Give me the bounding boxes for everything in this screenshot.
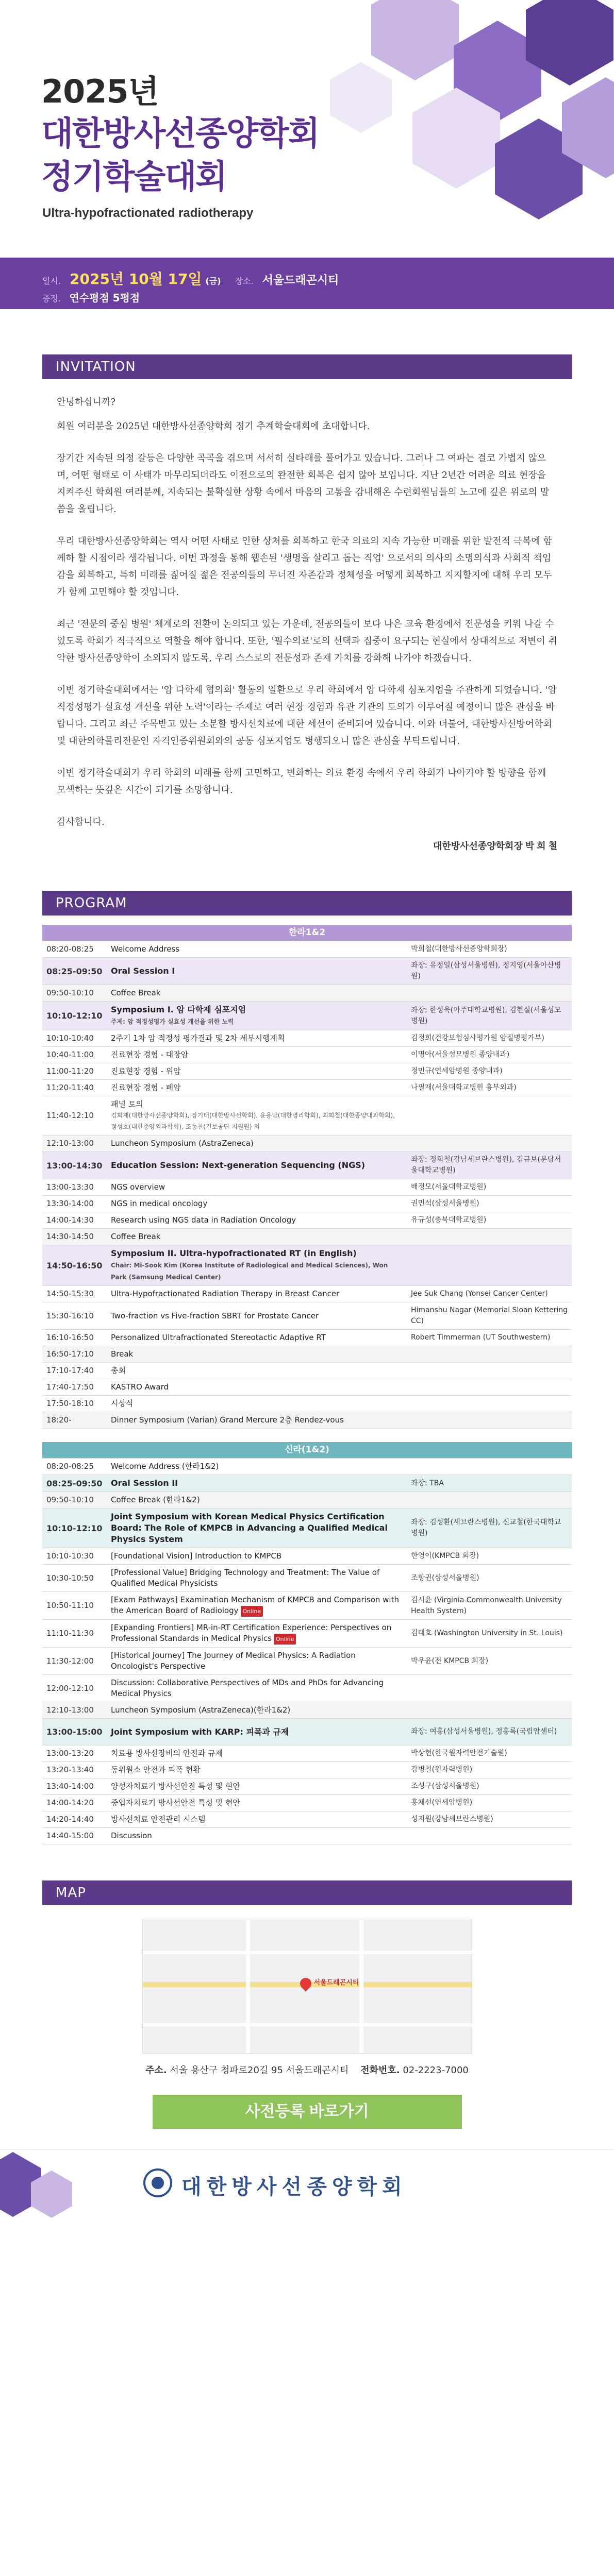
session-title bbox=[107, 1330, 407, 1346]
session-title bbox=[107, 1080, 407, 1096]
session-speaker bbox=[407, 1346, 572, 1363]
session-title-text: Education Session: Next-generation Sequencing (NGS) bbox=[111, 1160, 366, 1170]
program-row bbox=[42, 1047, 572, 1063]
session-time: 14:30-14:50 bbox=[42, 1229, 107, 1245]
session-title-text: Ultra-Hypofractionated Radiation Therapy in Breast Cancer bbox=[111, 1289, 340, 1298]
credit-row bbox=[42, 290, 140, 304]
session-speaker bbox=[407, 1828, 572, 1844]
session-title-text: Personalized Ultrafractionated Stereotactic Adaptive RT bbox=[111, 1333, 326, 1342]
session-title-text: [Expanding Frontiers] MR-in-RT Certification Experience: Perspectives on Professional Standards in Medical Physics bbox=[111, 1623, 392, 1643]
program-row bbox=[42, 1745, 572, 1762]
invitation-paragraph: 장기간 지속된 의정 갈등은 다양한 곡곡을 겪으며 서서히 실타래를 풀어가고 있습니다. 그러나 그 여파는 결코 가볍지 않으며, 어떤 형태로 이 사태가 마무리되더라도 이전으로의 완전한 회복은 쉽지 않아 보입니다. 지난 2년간 어려운 의료 현장을 지켜주신 학회원 여러분께, 지속되는 불확실한 상황 속에서 마음의 고통을 감내해온 수련회원님들의 노고에 깊은 위로의 말씀을 올립니다. bbox=[57, 453, 550, 515]
session-title-text: 치료용 방사선장비의 안전과 규제 bbox=[111, 1749, 223, 1758]
date-venue-row bbox=[42, 268, 339, 289]
session-title bbox=[107, 1592, 407, 1620]
program-section bbox=[0, 891, 614, 1844]
program-row bbox=[42, 1063, 572, 1080]
program-row bbox=[42, 1592, 572, 1620]
session-title-text: NGS in medical oncology bbox=[111, 1199, 208, 1208]
invitation-paragraph: 최근 '전문의 중심 병원' 체계로의 전환이 논의되고 있는 가운데, 전공의들이 보다 나은 교육 환경에서 전문성을 키워 나갈 수 있도록 학회가 적극적으로 역할을 해야 합니다. 또한, '필수의료'로의 선택과 집중이 요구되는 현실에서 상대적으로 저변이 취약한 방사선종양학이 소외되지 않도록, 우리 스스로의 전문성과 존재 가치를 강화해 나가야 하겠습니다. bbox=[57, 619, 557, 664]
session-time: 14:20-14:40 bbox=[42, 1811, 107, 1828]
session-title bbox=[107, 1475, 407, 1492]
session-title bbox=[107, 1379, 407, 1396]
session-title-text: 2주기 1차 암 적정성 평가결과 및 2차 세부시행계획 bbox=[111, 1033, 285, 1043]
program-row bbox=[42, 1509, 572, 1548]
session-time: 16:50-17:10 bbox=[42, 1346, 107, 1363]
session-title-text: Dinner Symposium (Varian) Grand Mercure 2층 Rendez-vous bbox=[111, 1415, 344, 1425]
event-subtitle: Ultra-hypofractionated radiotherapy bbox=[42, 206, 254, 220]
event-title-line1: 대한방사선종양학회 bbox=[41, 115, 319, 153]
address-line bbox=[42, 2063, 572, 2076]
event-day: (금) bbox=[205, 276, 221, 286]
session-speaker: 한영이(KMPCB 회장) bbox=[407, 1548, 572, 1565]
hero-header bbox=[0, 0, 614, 258]
session-time: 09:50-10:10 bbox=[42, 985, 107, 1002]
invitation-paragraph: 이번 정기학술대회가 우리 학회의 미래를 함께 고민하고, 변화하는 의료 환경 속에서 우리 학회가 나아가야 할 방향을 함께 모색하는 뜻깊은 시간이 되기를 소망합니다. bbox=[57, 768, 546, 795]
society-logo-icon bbox=[143, 2168, 172, 2197]
program-row bbox=[42, 1212, 572, 1229]
session-title bbox=[107, 1778, 407, 1795]
address-value: 서울 용산구 청파로20길 95 서울드래곤시티 bbox=[170, 2065, 349, 2076]
session-title bbox=[107, 1795, 407, 1811]
session-time: 08:25-09:50 bbox=[42, 1475, 107, 1492]
credit-value: 연수평점 5평점 bbox=[69, 292, 140, 304]
session-title-text: NGS overview bbox=[111, 1182, 165, 1192]
session-speaker: 성지원(강남세브란스병원) bbox=[407, 1811, 572, 1828]
session-title-text: 패널 토의 김희재(대한방사선종양학회), 장기태(대한방사선학회), 윤용남(대한병리학회), 최희철(대한종양내과학회), 정성호(대한종양외과학회), 조동찬(건보공단 지원원) 외 bbox=[111, 1099, 395, 1130]
session-title bbox=[107, 1286, 407, 1302]
session-speaker bbox=[407, 985, 572, 1002]
session-title-text: Discussion: Collaborative Perspectives of MDs and PhDs for Advancing Medical Physics bbox=[111, 1678, 384, 1698]
program-row bbox=[42, 1379, 572, 1396]
program-row bbox=[42, 1002, 572, 1030]
session-title bbox=[107, 1648, 407, 1675]
session-title bbox=[107, 1152, 407, 1179]
session-speaker: 권민석(삼성서울병원) bbox=[407, 1196, 572, 1212]
map-road bbox=[143, 1951, 472, 1954]
session-time: 15:30-16:10 bbox=[42, 1302, 107, 1330]
session-title-text: 총회 bbox=[111, 1366, 126, 1375]
session-title bbox=[107, 1828, 407, 1844]
map-pin-icon bbox=[297, 1975, 313, 1991]
program-row bbox=[42, 1179, 572, 1196]
map-heading: MAP bbox=[42, 1880, 572, 1905]
session-title bbox=[107, 1412, 407, 1429]
session-speaker bbox=[407, 1096, 572, 1136]
session-title-text: Symposium I. 암 다학제 심포지엄 주제: 암 적정성평가 실효성 개선을 위한 노력 bbox=[111, 1005, 246, 1025]
session-title bbox=[107, 1620, 407, 1648]
session-time: 14:50-15:30 bbox=[42, 1286, 107, 1302]
session-speaker: 이명아(서울성모병원 종양내과) bbox=[407, 1047, 572, 1063]
program-row bbox=[42, 1475, 572, 1492]
session-time: 12:00-12:10 bbox=[42, 1675, 107, 1702]
session-title bbox=[107, 1675, 407, 1702]
hex-decoration bbox=[330, 62, 392, 133]
session-title bbox=[107, 1063, 407, 1080]
online-badge: Online bbox=[241, 1606, 263, 1617]
session-time: 11:20-11:40 bbox=[42, 1080, 107, 1096]
program-row bbox=[42, 1762, 572, 1778]
session-title-text: Luncheon Symposium (AstraZeneca) bbox=[111, 1139, 254, 1148]
online-badge: Online bbox=[274, 1634, 296, 1645]
session-speaker: 좌장: 정희철(강남세브란스병원), 김규보(분당서울대학교병원) bbox=[407, 1152, 572, 1179]
program-row bbox=[42, 1620, 572, 1648]
program-table-day1 bbox=[42, 925, 572, 1429]
map-road bbox=[143, 2023, 472, 2026]
session-speaker: Himanshu Nagar (Memorial Sloan Kettering CC) bbox=[407, 1302, 572, 1330]
program-row bbox=[42, 1229, 572, 1245]
session-time: 14:40-15:00 bbox=[42, 1828, 107, 1844]
session-title-text: 동위원소 안전과 피폭 현황 bbox=[111, 1765, 201, 1774]
program-row bbox=[42, 1030, 572, 1047]
session-time: 14:00-14:20 bbox=[42, 1795, 107, 1811]
session-time: 13:00-15:00 bbox=[42, 1719, 107, 1745]
session-speaker: 나필재(서울대학교병원 흉부외과) bbox=[407, 1080, 572, 1096]
event-title-line2: 정기학술대회 bbox=[41, 158, 226, 196]
program-row bbox=[42, 1492, 572, 1509]
invitation-section bbox=[0, 354, 614, 855]
session-title-text: 진료현장 경험 - 폐암 bbox=[111, 1083, 181, 1092]
session-title-text: KASTRO Award bbox=[111, 1382, 169, 1392]
program-row bbox=[42, 1548, 572, 1565]
session-title-text: Joint Symposium with Korean Medical Physics Certification Board: The Role of KMPCB in Advancing a Qualified Medical Physics System bbox=[111, 1512, 388, 1544]
session-title bbox=[107, 1363, 407, 1379]
invitation-signature: 대한방사선종양학회장 박 희 철 bbox=[433, 841, 557, 851]
session-title bbox=[107, 1745, 407, 1762]
invitation-paragraph: 회원 여러분을 2025년 대한방사선종양학회 정기 추계학술대회에 초대합니다. bbox=[57, 421, 370, 432]
phone-label: 전화번호. bbox=[360, 2065, 400, 2076]
program-row bbox=[42, 1096, 572, 1136]
session-speaker: 박상현(한국원자력안전기술원) bbox=[407, 1745, 572, 1762]
session-title bbox=[107, 1030, 407, 1047]
session-time: 10:10-12:10 bbox=[42, 1509, 107, 1548]
session-time: 08:20-08:25 bbox=[42, 941, 107, 958]
session-time: 09:50-10:10 bbox=[42, 1492, 107, 1509]
session-speaker bbox=[407, 1492, 572, 1509]
session-title bbox=[107, 1509, 407, 1548]
invitation-greeting: 안녕하십니까? bbox=[57, 397, 115, 408]
session-title-text: 방사선치료 안전관리 시스템 bbox=[111, 1815, 206, 1824]
session-title bbox=[107, 1245, 407, 1286]
program-row bbox=[42, 1136, 572, 1152]
program-row bbox=[42, 958, 572, 985]
session-title bbox=[107, 1702, 407, 1719]
session-time: 11:40-12:10 bbox=[42, 1096, 107, 1136]
pre-registration-button[interactable]: 사전등록 바로가기 bbox=[153, 2095, 462, 2129]
session-speaker bbox=[407, 1379, 572, 1396]
session-title-text: Luncheon Symposium (AstraZeneca)(한라1&2) bbox=[111, 1705, 291, 1715]
session-speaker: 정민규(연세암병원 종양내과) bbox=[407, 1063, 572, 1080]
session-title bbox=[107, 1302, 407, 1330]
map-road bbox=[359, 1920, 363, 2054]
session-time: 08:25-09:50 bbox=[42, 958, 107, 985]
session-time: 10:50-11:10 bbox=[42, 1592, 107, 1620]
session-speaker: 좌장: 김성환(세브란스병원), 신교철(한국대학교병원) bbox=[407, 1509, 572, 1548]
session-title bbox=[107, 1136, 407, 1152]
session-time: 16:10-16:50 bbox=[42, 1330, 107, 1346]
session-title bbox=[107, 1196, 407, 1212]
event-venue: 서울드래곤시티 bbox=[262, 274, 339, 287]
invitation-paragraph: 우리 대한방사선종양학회는 역시 어떤 사태로 인한 상처를 회복하고 한국 의료의 지속 가능한 미래를 위한 발전적 극복에 함께하 할 시점이라 생각됩니다. 이번 과정을 통해 웹손된 '생명을 살리고 돕는 직업' 으로서의 의사의 소명의식과 사회적 책임감을 회복하고, 특히 미래를 짊어질 젊은 전공의들의 무너진 자존감과 정체성을 어떻게 회복하고 지지할지에 대해 우리 모두가 함께 고민해야 할 것입니다. bbox=[57, 536, 552, 598]
session-speaker: 좌장: 유정일(삼성서울병원), 정지영(서울아산병원) bbox=[407, 958, 572, 985]
session-time: 12:10-13:00 bbox=[42, 1702, 107, 1719]
session-title-text: Welcome Address (한라1&2) bbox=[111, 1462, 219, 1471]
session-time: 10:10-12:10 bbox=[42, 1002, 107, 1030]
session-time: 14:00-14:30 bbox=[42, 1212, 107, 1229]
session-title-text: 시상식 bbox=[111, 1399, 134, 1408]
session-time: 18:20- bbox=[42, 1412, 107, 1429]
date-label: 일시. bbox=[42, 276, 61, 286]
session-title-text: Oral Session I bbox=[111, 966, 175, 976]
program-row bbox=[42, 1795, 572, 1811]
session-time: 11:30-12:00 bbox=[42, 1648, 107, 1675]
session-title-text: [Professional Value] Bridging Technology and Treatment: The Value of Qualified Medical Physicists bbox=[111, 1568, 380, 1588]
session-speaker: 강병철(원자력병원) bbox=[407, 1762, 572, 1778]
session-time: 17:10-17:40 bbox=[42, 1363, 107, 1379]
program-row bbox=[42, 1152, 572, 1179]
session-speaker: Jee Suk Chang (Yonsei Cancer Center) bbox=[407, 1286, 572, 1302]
room-header: 한라1&2 bbox=[42, 925, 572, 941]
session-title bbox=[107, 1179, 407, 1196]
session-title-text: Oral Session II bbox=[111, 1478, 178, 1488]
session-title-text: [Exam Pathways] Examination Mechanism of KMPCB and Comparison with the American Board of Radiology bbox=[111, 1595, 399, 1615]
program-row bbox=[42, 941, 572, 958]
location-map[interactable] bbox=[142, 1920, 472, 2054]
session-title-text: 진료현장 경험 - 위암 bbox=[111, 1066, 181, 1076]
program-row bbox=[42, 1828, 572, 1844]
program-row bbox=[42, 1363, 572, 1379]
session-title bbox=[107, 1396, 407, 1412]
map-marker-label: 서울드래곤시티 bbox=[313, 1979, 359, 1987]
session-title bbox=[107, 1719, 407, 1745]
session-title-text: 양성자치료기 방사선안전 특성 및 현안 bbox=[111, 1782, 240, 1791]
session-title bbox=[107, 1346, 407, 1363]
session-speaker bbox=[407, 1363, 572, 1379]
session-time: 17:40-17:50 bbox=[42, 1379, 107, 1396]
session-speaker: 조성구(삼성서울병원) bbox=[407, 1778, 572, 1795]
session-title bbox=[107, 1229, 407, 1245]
session-speaker bbox=[407, 1229, 572, 1245]
footer bbox=[0, 2149, 614, 2217]
session-time: 13:00-14:30 bbox=[42, 1152, 107, 1179]
session-time: 17:50-18:10 bbox=[42, 1396, 107, 1412]
program-row bbox=[42, 1286, 572, 1302]
society-name: 대한방사선종양학회 bbox=[181, 2175, 407, 2199]
program-table-day2 bbox=[42, 1442, 572, 1844]
program-row bbox=[42, 1330, 572, 1346]
session-title-text: [Historical Journey] The Journey of Medical Physics: A Radiation Oncologist's Perspective bbox=[111, 1651, 356, 1671]
session-speaker: 조항권(삼성서울병원) bbox=[407, 1565, 572, 1592]
event-date: 2025년 10월 17일 bbox=[70, 270, 202, 287]
invitation-closing: 감사합니다. bbox=[57, 817, 105, 827]
session-title bbox=[107, 985, 407, 1002]
session-title bbox=[107, 1212, 407, 1229]
session-title-text: Coffee Break bbox=[111, 988, 161, 997]
session-speaker: 김시윤 (Virginia Commonwealth University Health System) bbox=[407, 1592, 572, 1620]
session-speaker: 유규성(충북대학교병원) bbox=[407, 1212, 572, 1229]
session-speaker: 좌장: 여홍(삼성서울병원), 정홍록(국립암센터) bbox=[407, 1719, 572, 1745]
program-row bbox=[42, 1346, 572, 1363]
session-speaker bbox=[407, 1459, 572, 1475]
session-title bbox=[107, 1002, 407, 1030]
session-speaker: 김태호 (Washington University in St. Louis) bbox=[407, 1620, 572, 1648]
session-title-text: 중입자치료기 방사선안전 특성 및 현안 bbox=[111, 1798, 240, 1807]
session-title bbox=[107, 1548, 407, 1565]
session-title bbox=[107, 1492, 407, 1509]
session-time: 08:20-08:25 bbox=[42, 1459, 107, 1475]
event-year: 2025년 bbox=[41, 73, 159, 110]
session-time: 10:10-10:40 bbox=[42, 1030, 107, 1047]
session-time: 10:40-11:00 bbox=[42, 1047, 107, 1063]
credit-label: 층정. bbox=[42, 294, 61, 303]
program-row bbox=[42, 1080, 572, 1096]
session-title-text: Discussion bbox=[111, 1831, 152, 1840]
session-speaker bbox=[407, 1412, 572, 1429]
session-speaker bbox=[407, 1245, 572, 1286]
program-row bbox=[42, 1245, 572, 1286]
session-time: 10:10-10:30 bbox=[42, 1548, 107, 1565]
session-title-text: Welcome Address bbox=[111, 944, 180, 954]
session-speaker: 홍채선(연세암병원) bbox=[407, 1795, 572, 1811]
session-title-text: Break bbox=[111, 1349, 134, 1359]
session-title-text: Joint Symposium with KARP: 피폭과 규제 bbox=[111, 1726, 289, 1737]
program-row bbox=[42, 1778, 572, 1795]
venue-label: 장소. bbox=[235, 276, 254, 286]
session-time: 13:20-13:40 bbox=[42, 1762, 107, 1778]
session-speaker bbox=[407, 1702, 572, 1719]
session-speaker: 김정희(건강보험심사평가원 암질병평가부) bbox=[407, 1030, 572, 1047]
session-speaker: Robert Timmerman (UT Southwestern) bbox=[407, 1330, 572, 1346]
program-heading: PROGRAM bbox=[42, 891, 572, 916]
session-title-text: Research using NGS data in Radiation Oncology bbox=[111, 1215, 296, 1225]
session-title-text: Two-fraction vs Five-fraction SBRT for Prostate Cancer bbox=[111, 1311, 319, 1320]
session-speaker: 좌장: TBA bbox=[407, 1475, 572, 1492]
session-time: 10:30-10:50 bbox=[42, 1565, 107, 1592]
session-title-text: Coffee Break bbox=[111, 1232, 161, 1241]
phone-value: 02-2223-7000 bbox=[403, 2065, 469, 2076]
session-title bbox=[107, 1565, 407, 1592]
session-title bbox=[107, 1047, 407, 1063]
program-row bbox=[42, 1459, 572, 1475]
map-section bbox=[0, 1880, 614, 2076]
session-speaker bbox=[407, 1675, 572, 1702]
program-row bbox=[42, 1565, 572, 1592]
program-row bbox=[42, 1675, 572, 1702]
session-time: 11:00-11:20 bbox=[42, 1063, 107, 1080]
invitation-heading: INVITATION bbox=[42, 354, 572, 379]
session-time: 13:40-14:00 bbox=[42, 1778, 107, 1795]
invitation-paragraph: 이번 정기학술대회에서는 '암 다학제 협의회' 활동의 일환으로 우리 학회에서 암 다학제 심포지엄을 주관하게 되었습니다. '암 적정성평가 실효성 개선을 위한 노력'이라는 주제로 여러 현장 경험과 유관 기관의 토의가 이루어질 예정이니 많은 관심을 바랍니다. 그리고 최근 주목받고 있는 소분할 방사선치료에 대한 세션이 준비되어 있습니다. 이와 더불어, 대한방사선방어학회 및 대한의학물리전문인 자격인증위원회와의 공동 심포지엄도 병행되오니 많은 관심을 부탁드립니다. bbox=[57, 685, 557, 747]
session-speaker: 좌장: 한성욱(아주대학교병원), 김현실(서울성모병원) bbox=[407, 1002, 572, 1030]
session-speaker: 박희철(대한방사선종양학회장) bbox=[407, 941, 572, 958]
session-title bbox=[107, 1096, 407, 1136]
session-title-text: Symposium II. Ultra-hypofractionated RT (in English) Chair: Mi-Sook Kim (Korea Institute of Radiological and Medical Sciences), Won Park (Samsung Medical Center) bbox=[111, 1248, 388, 1281]
program-row bbox=[42, 1412, 572, 1429]
room-header: 신라(1&2) bbox=[42, 1442, 572, 1459]
session-title bbox=[107, 1762, 407, 1778]
map-road bbox=[246, 1920, 250, 2054]
session-speaker bbox=[407, 1396, 572, 1412]
program-row bbox=[42, 1702, 572, 1719]
session-time: 13:00-13:20 bbox=[42, 1745, 107, 1762]
session-title bbox=[107, 941, 407, 958]
program-row bbox=[42, 1302, 572, 1330]
session-time: 14:50-16:50 bbox=[42, 1245, 107, 1286]
program-row bbox=[42, 985, 572, 1002]
session-time: 13:30-14:00 bbox=[42, 1196, 107, 1212]
program-row bbox=[42, 1648, 572, 1675]
session-time: 11:10-11:30 bbox=[42, 1620, 107, 1648]
session-speaker: 배정모(서울대학교병원) bbox=[407, 1179, 572, 1196]
session-title-text: [Foundational Vision] Introduction to KMPCB bbox=[111, 1551, 282, 1561]
session-title-text: Coffee Break (한라1&2) bbox=[111, 1495, 200, 1504]
program-row bbox=[42, 1811, 572, 1828]
program-row bbox=[42, 1396, 572, 1412]
session-title bbox=[107, 1811, 407, 1828]
session-title bbox=[107, 1459, 407, 1475]
session-speaker bbox=[407, 1136, 572, 1152]
event-info-band bbox=[0, 258, 614, 309]
session-title-text: 진료현장 경험 - 대장암 bbox=[111, 1050, 189, 1059]
session-time: 13:00-13:30 bbox=[42, 1179, 107, 1196]
session-title bbox=[107, 958, 407, 985]
invitation-body bbox=[42, 379, 572, 855]
session-speaker: 박우윤(전 KMPCB 회장) bbox=[407, 1648, 572, 1675]
program-row bbox=[42, 1719, 572, 1745]
address-label: 주소. bbox=[145, 2065, 167, 2076]
program-row bbox=[42, 1196, 572, 1212]
session-time: 12:10-13:00 bbox=[42, 1136, 107, 1152]
hex-decoration bbox=[371, 0, 459, 80]
